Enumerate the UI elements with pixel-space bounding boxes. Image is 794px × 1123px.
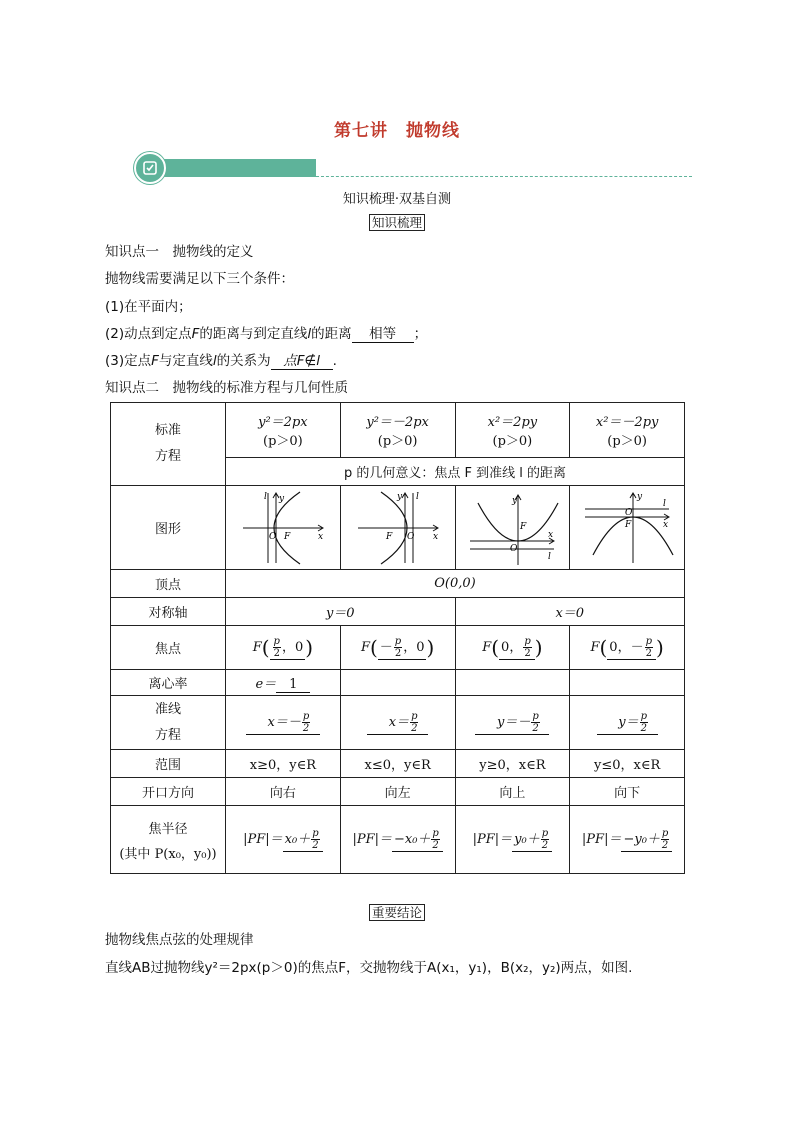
focal-prefix: |PF|＝: [581, 831, 622, 847]
banner-bar: [148, 159, 316, 177]
focal-prefix: |PF|＝: [352, 831, 392, 847]
label-x: x: [548, 529, 554, 540]
c3-text-mid: 与定直线: [158, 353, 213, 369]
label-F: F: [625, 519, 632, 530]
eq-4: x²＝－2py: [595, 415, 659, 430]
focus-paren: ): [305, 635, 314, 659]
c2-text-mid: 的距离与到定直线: [199, 326, 308, 342]
c3-F: F: [151, 353, 159, 369]
range-3: y≥0，x∈R: [455, 750, 570, 778]
label-l: l: [663, 498, 667, 509]
focal-3: |PF|＝ y₀＋ $\frac{p}{2}$: [455, 806, 570, 874]
row-label-opening: 开口方向: [111, 778, 226, 806]
focus-2: F( － $\frac{p}{2}$ ，0 ): [340, 626, 455, 670]
kp1-condition-1: (1)在平面内；: [105, 299, 192, 315]
opening-3: 向上: [455, 778, 570, 806]
ecc-empty: [455, 670, 570, 696]
focal-term: −x₀＋: [393, 831, 431, 847]
kp1-intro: 抛物线需要满足以下三个条件：: [105, 271, 294, 287]
ecc-cell: [226, 670, 341, 696]
range-4: y≤0，x∈R: [570, 750, 685, 778]
kp2-heading: 知识点二 抛物线的标准方程与几何性质: [105, 380, 348, 396]
range-2: x≤0，y∈R: [340, 750, 455, 778]
graph-up: [455, 486, 570, 570]
c3-end: .: [332, 353, 337, 369]
table-cell-eq: [340, 403, 455, 458]
c3-text-post: 的关系为: [216, 353, 271, 369]
label-O: O: [268, 531, 277, 542]
focus-4: F( 0，－ $\frac{p}{2}$ ): [570, 626, 685, 670]
label-y: y: [512, 495, 518, 506]
label-l: l: [263, 491, 267, 502]
focus-paren: (: [491, 635, 500, 659]
ecc-value: 1: [276, 677, 310, 693]
cond-2: (p＞0): [377, 434, 418, 449]
vertex-value: O(0,0): [226, 570, 685, 598]
cond-3: (p＞0): [492, 434, 533, 449]
table-row-eccentricity: [111, 670, 685, 696]
label-F: F: [283, 531, 291, 542]
subsection-conclusion: 重要结论: [369, 904, 425, 921]
subsection-knowledge: 知识梳理: [369, 214, 425, 231]
eq-1: y²＝2px: [258, 415, 308, 430]
label-x: x: [317, 531, 323, 542]
focal-4: |PF|＝ −y₀＋ $\frac{p}{2}$: [570, 806, 685, 874]
section-title: 知识梳理·双基自测: [342, 192, 452, 207]
kp1-heading: 知识点一 抛物线的定义: [105, 244, 254, 260]
row-label-standard: 标准 方程: [111, 403, 226, 486]
label-l: l: [415, 491, 419, 502]
c3-text: (3)定点: [105, 353, 152, 369]
focus-F: F: [360, 639, 370, 655]
table-row-graph: [111, 486, 685, 570]
label-y: y: [278, 493, 284, 504]
cond-1: (p＞0): [263, 434, 303, 449]
opening-4: 向下: [570, 778, 685, 806]
table-cell-eq: [226, 403, 341, 458]
cond-4: (p＞0): [607, 434, 647, 449]
ecc-empty: [570, 670, 685, 696]
focus-F: F: [482, 639, 492, 655]
row-label-axis: 对称轴: [111, 598, 226, 626]
table-row-vertex: [111, 570, 685, 598]
c2-F: F: [191, 326, 200, 342]
focus-paren: (: [599, 635, 608, 659]
label-O: O: [406, 531, 415, 542]
row-label-graph: 图形: [111, 486, 226, 570]
label-x: x: [432, 531, 438, 542]
focus-F: F: [590, 639, 600, 655]
eq-3: x²＝2py: [487, 415, 538, 430]
page-title: 第七讲 抛物线: [334, 121, 460, 141]
focal-term: −y₀＋: [623, 831, 660, 847]
directrix-2: x＝ $\frac{p}{2}$: [340, 696, 455, 750]
focus-paren: ): [426, 635, 435, 659]
row-label-vertex: 顶点: [111, 570, 226, 598]
c2-answer: 相等: [352, 322, 414, 343]
focal-label: 焦半径: [148, 821, 188, 837]
c3-l: l: [212, 353, 217, 369]
label-O: O: [625, 507, 633, 518]
focus-3: F( 0， $\frac{p}{2}$ ): [455, 626, 570, 670]
label-y: y: [637, 491, 643, 502]
label-y: y: [396, 491, 402, 502]
focal-prefix: |PF|＝: [243, 831, 283, 847]
graph-down: [570, 486, 685, 570]
focus-1: F( $\frac{p}{2}$ ，0 ): [226, 626, 341, 670]
p-meaning: p 的几何意义：焦点 F 到准线 l 的距离: [226, 458, 685, 486]
conclusion-text: 直线AB过抛物线y²＝2px(p＞0)的焦点F，交抛物线于A(x₁，y₁)，B(x₂，y₂)两点，如图.: [105, 960, 633, 976]
properties-table: [110, 402, 685, 874]
table-row-range: [111, 750, 685, 778]
directrix-3: y＝－ $\frac{p}{2}$: [455, 696, 570, 750]
focal-1: |PF|＝ x₀＋ $\frac{p}{2}$: [226, 806, 341, 874]
table-row-axis: [111, 598, 685, 626]
table-row-focus: [111, 626, 685, 670]
row-label-focus: 焦点: [111, 626, 226, 670]
label-F: F: [520, 521, 527, 532]
table-row-focal-radius: [111, 806, 685, 874]
table-row-equation: [111, 403, 685, 458]
label-O: O: [510, 543, 518, 554]
label-l: l: [548, 551, 552, 562]
conclusion-heading: 抛物线焦点弦的处理规律: [105, 932, 254, 948]
focus-paren: (: [369, 635, 378, 659]
row-label-range: 范围: [111, 750, 226, 778]
kp1-condition-2: [105, 322, 427, 343]
c2-l: l: [307, 326, 312, 342]
focus-paren: ): [655, 635, 664, 659]
c2-text-post: 的距离: [311, 326, 352, 342]
range-1: x≥0，y∈R: [226, 750, 341, 778]
label-x: x: [663, 519, 669, 530]
focus-paren: (: [261, 635, 270, 659]
directrix-1: x＝－ $\frac{p}{2}$: [226, 696, 341, 750]
row-label-eccentricity: 离心率: [111, 670, 226, 696]
graph-right: [226, 486, 341, 570]
focus-paren: ): [534, 635, 543, 659]
c2-end: ；: [413, 326, 428, 342]
focal-term: y₀＋: [514, 831, 540, 847]
row-label-directrix: 准线 方程: [111, 696, 226, 750]
ecc-label: e＝: [255, 676, 277, 692]
table-row-directrix: [111, 696, 685, 750]
focal-term: x₀＋: [284, 831, 311, 847]
table-row-opening: [111, 778, 685, 806]
directrix-4: y＝ $\frac{p}{2}$: [570, 696, 685, 750]
book-icon: [134, 152, 166, 184]
focus-F: F: [252, 639, 262, 655]
focal-sub: (其中 P(x₀，y₀)): [119, 846, 217, 862]
row-label-focal: [111, 806, 226, 874]
ecc-empty: [340, 670, 455, 696]
eq-2: y²＝－2px: [366, 415, 429, 430]
c2-text: (2)动点到定点: [105, 326, 192, 342]
opening-2: 向左: [340, 778, 455, 806]
label-F: F: [385, 531, 392, 542]
focal-2: |PF|＝ −x₀＋ $\frac{p}{2}$: [340, 806, 455, 874]
opening-1: 向右: [226, 778, 341, 806]
table-cell-eq: [570, 403, 685, 458]
banner-divider: [316, 176, 692, 177]
c3-answer: 点F∉l: [271, 349, 333, 370]
table-cell-eq: [455, 403, 570, 458]
section-banner: [130, 150, 692, 184]
focal-prefix: |PF|＝: [472, 831, 513, 847]
axis-value-2: x＝0: [455, 598, 685, 626]
kp1-condition-3: [105, 349, 337, 370]
graph-left: [340, 486, 455, 570]
axis-value-1: y＝0: [226, 598, 456, 626]
